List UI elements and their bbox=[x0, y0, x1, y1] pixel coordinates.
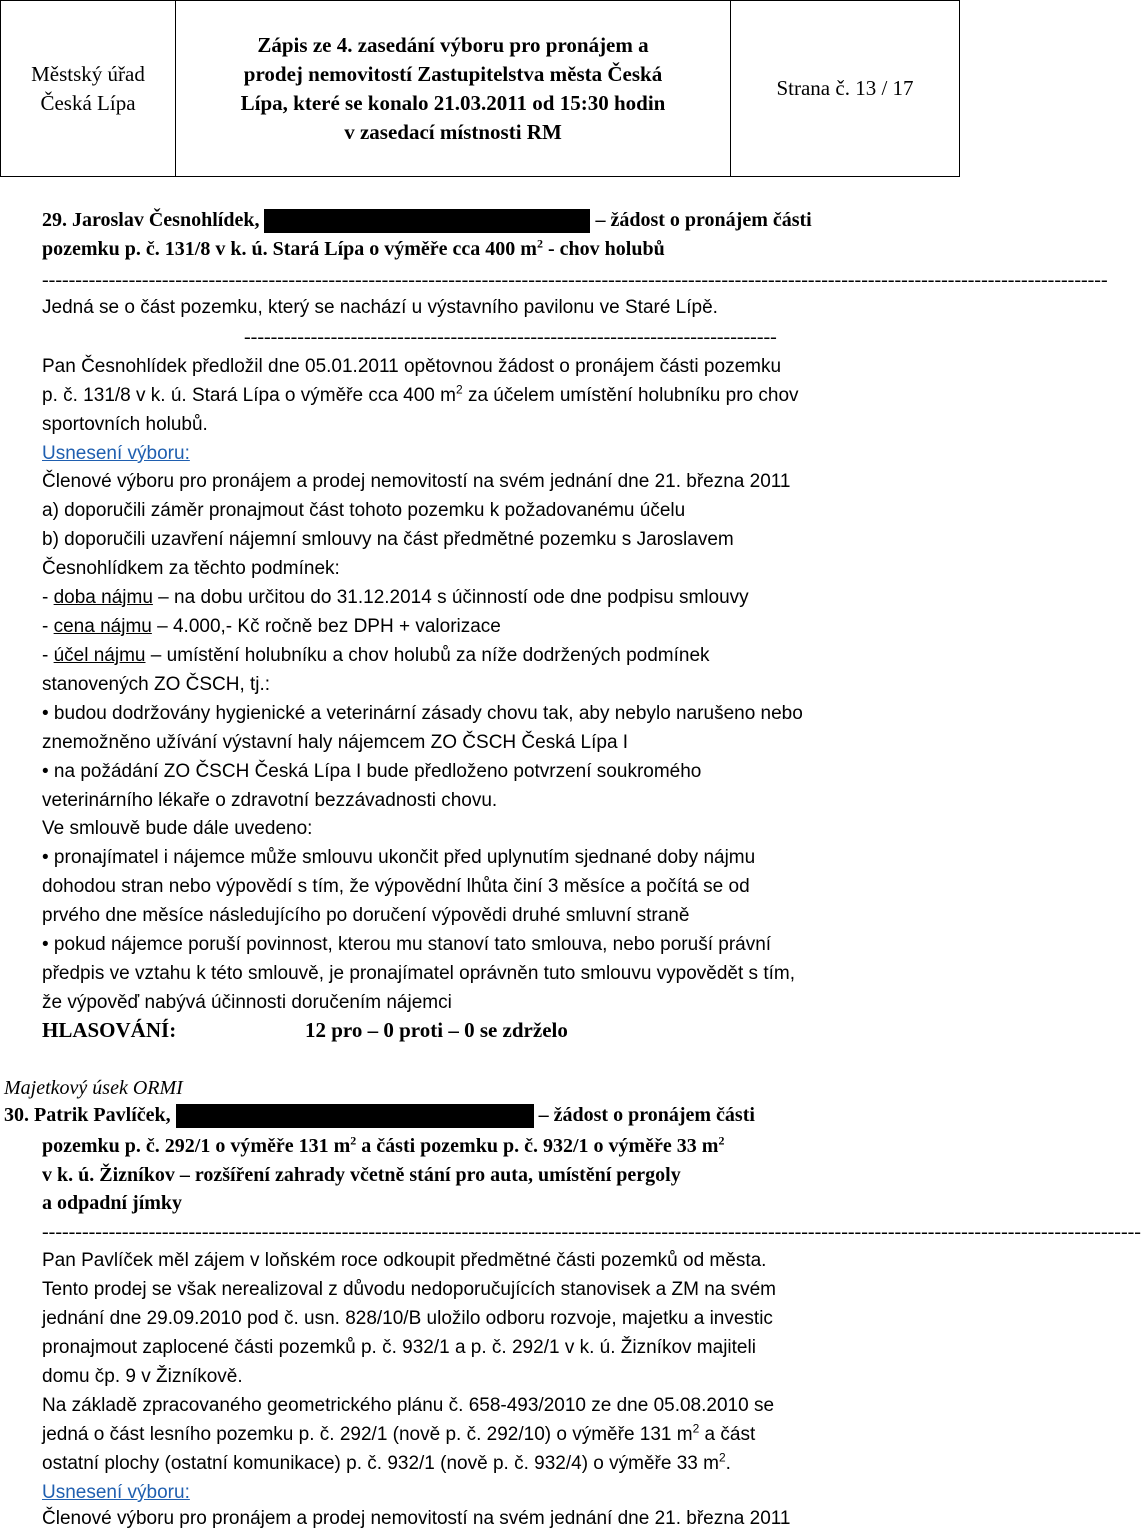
item29-applicant: 29. Jaroslav Česnohlídek, bbox=[42, 209, 260, 231]
paragraph-line: jednání dne 29.09.2010 pod č. usn. 828/10/B uložilo odboru rozvoje, majetku a investic bbox=[42, 1308, 773, 1329]
bullet-line: že výpověď nabývá účinnosti doručením nájemci bbox=[42, 992, 452, 1013]
paragraph-line: Tento prodej se však nerealizoval z důvodu nedoporučujících stanovisek a ZM na svém bbox=[42, 1279, 777, 1300]
dashed-separator: -------------------------------------------------------------------------------- bbox=[244, 326, 777, 348]
item29-subject: – žádost o pronájem části bbox=[595, 209, 812, 231]
redacted-block bbox=[176, 1104, 534, 1128]
superscript: 2 bbox=[455, 382, 463, 397]
bullet-line: znemožněno užívání výstavní haly nájemcem ZO ČSCH Česká Lípa I bbox=[42, 732, 629, 753]
text: za účelem umístění holubníku pro chov bbox=[462, 385, 799, 406]
bullet-line: prvého dne měsíce následujícího po doručení výpovědi druhé smluvní straně bbox=[42, 905, 690, 926]
text: a část bbox=[699, 1424, 756, 1445]
item30-subject: – žádost o pronájem části bbox=[538, 1104, 755, 1126]
paragraph-line bbox=[42, 383, 799, 409]
condition-label: účel nájmu bbox=[53, 645, 146, 666]
paragraph-line: Na základě zpracovaného geometrického plánu č. 658-493/2010 ze dne 05.08.2010 se bbox=[42, 1395, 775, 1416]
condition-text: – 4.000,- Kč ročně bez DPH + valorizace bbox=[151, 616, 501, 637]
item29-heading-line2 bbox=[42, 236, 665, 262]
item30-heading-line1 bbox=[4, 1102, 755, 1128]
document-header bbox=[0, 0, 960, 177]
page-number: Strana č. 13 / 17 bbox=[776, 76, 914, 100]
condition-line: - účel nájmu – umístění holubníku a chov holubů za níže dodržených podmínek bbox=[42, 645, 710, 666]
dashed-separator: ---------------------------------------------------------------------------------------------------------------------------------------------------------------- bbox=[42, 269, 1108, 291]
superscript: 2 bbox=[536, 236, 543, 251]
condition-label: doba nájmu bbox=[53, 587, 153, 608]
paragraph-line: domu čp. 9 v Žizníkově. bbox=[42, 1366, 243, 1387]
office-name-line2: Česká Lípa bbox=[40, 90, 136, 115]
contract-intro: Ve smlouvě bude dále uvedeno: bbox=[42, 818, 313, 839]
paragraph-line: Pan Česnohlídek předložil dne 05.01.2011 opětovnou žádost o pronájem části pozemku bbox=[42, 356, 782, 377]
condition-line: - doba nájmu – na dobu určitou do 31.12.2014 s účinností ode dne podpisu smlouvy bbox=[42, 587, 749, 608]
bullet-line: • na požádání ZO ČSCH Česká Lípa I bude předloženo potvrzení soukromého bbox=[42, 761, 702, 782]
superscript: 2 bbox=[350, 1133, 357, 1148]
paragraph-line: sportovních holubů. bbox=[42, 414, 208, 435]
text: jedná o část lesního pozemku p. č. 292/1 (nově p. č. 292/10) o výměře 131 m bbox=[42, 1424, 693, 1445]
text: . bbox=[725, 1453, 731, 1474]
paragraph-line: Pan Pavlíček měl zájem v loňském roce odkoupit předmětné části pozemků od města. bbox=[42, 1250, 767, 1271]
office-name-line1: Městský úřad bbox=[31, 61, 145, 86]
title-cell bbox=[176, 1, 731, 176]
heading-text: - chov holubů bbox=[542, 238, 665, 260]
vote-result: 12 pro – 0 proti – 0 se zdrželo bbox=[305, 1018, 568, 1042]
section-label: Majetkový úsek ORMI bbox=[4, 1077, 183, 1099]
title-line: Zápis ze 4. zasedání výboru pro pronájem a bbox=[257, 32, 649, 57]
office-cell bbox=[1, 1, 176, 176]
redacted-block bbox=[264, 209, 590, 233]
bullet-line: předpis ve vztahu k této smlouvě, je pronajímatel oprávněn tuto smlouvu vypovědět s tím, bbox=[42, 963, 795, 984]
text: p. č. 131/8 v k. ú. Stará Lípa o výměře cca 400 m bbox=[42, 385, 456, 406]
title-line: Lípa, které se konalo 21.03.2011 od 15:30 hodin bbox=[240, 90, 666, 115]
resolution-label: Usnesení výboru: bbox=[42, 1482, 190, 1503]
superscript: 2 bbox=[692, 1421, 700, 1436]
condition-line: - cena nájmu – 4.000,- Kč ročně bez DPH + valorizace bbox=[42, 616, 501, 637]
item30-heading-line2 bbox=[42, 1133, 724, 1159]
title-line: v zasedací místnosti RM bbox=[344, 119, 562, 144]
item29-heading-line1 bbox=[42, 207, 812, 233]
paragraph-line: pronajmout zaplocené části pozemků p. č. 932/1 a p. č. 292/1 v k. ú. Žizníkov majiteli bbox=[42, 1337, 756, 1358]
bullet-line: • pokud nájemce poruší povinnost, kterou mu stanoví tato smlouva, nebo poruší právní bbox=[42, 934, 772, 955]
bullet-line: veterinárního lékaře o zdravotní bezzávadnosti chovu. bbox=[42, 790, 498, 811]
item30-applicant: 30. Patrik Pavlíček, bbox=[4, 1104, 171, 1126]
resolution-line: Členové výboru pro pronájem a prodej nemovitostí na svém jednání dne 21. března 2011 bbox=[42, 471, 791, 492]
dashed-separator: --------------------------------------------------------------------------------------------------------------------------------------------------------------------- bbox=[42, 1221, 1141, 1243]
title-line: prodej nemovitostí Zastupitelstva města Česká bbox=[243, 61, 663, 86]
page-number-cell bbox=[731, 1, 959, 176]
resolution-line: Česnohlídkem za těchto podmínek: bbox=[42, 558, 340, 579]
resolution-line: Členové výboru pro pronájem a prodej nemovitostí na svém jednání dne 21. března 2011 bbox=[42, 1508, 791, 1529]
bullet-line: • pronajímatel i nájemce může smlouvu ukončit před uplynutím sjednané doby nájmu bbox=[42, 847, 756, 868]
resolution-label: Usnesení výboru: bbox=[42, 443, 190, 464]
item30-heading-line4: a odpadní jímky bbox=[42, 1192, 183, 1214]
resolution-line: a) doporučili záměr pronajmout část tohoto pozemku k požadovanému účelu bbox=[42, 500, 686, 521]
condition-text: – na dobu určitou do 31.12.2014 s účinností ode dne podpisu smlouvy bbox=[152, 587, 749, 608]
item29-description: Jedná se o část pozemku, který se nachází u výstavního pavilonu ve Staré Lípě. bbox=[42, 297, 718, 318]
heading-text: pozemku p. č. 292/1 o výměře 131 m bbox=[42, 1135, 351, 1157]
paragraph-line bbox=[42, 1422, 755, 1448]
paragraph-line bbox=[42, 1451, 731, 1477]
condition-line: stanovených ZO ČSCH, tj.: bbox=[42, 674, 271, 695]
bullet-line: • budou dodržovány hygienické a veterinární zásady chovu tak, aby nebylo narušeno nebo bbox=[42, 703, 803, 724]
superscript: 2 bbox=[718, 1133, 725, 1148]
condition-label: cena nájmu bbox=[53, 616, 152, 637]
bullet-line: dohodou stran nebo výpovědí s tím, že výpovědní lhůta činí 3 měsíce a počítá se od bbox=[42, 876, 750, 897]
heading-text: pozemku p. č. 131/8 v k. ú. Stará Lípa o výměře cca 400 m bbox=[42, 238, 537, 260]
resolution-line: b) doporučili uzavření nájemní smlouvy na část předmětné pozemku s Jaroslavem bbox=[42, 529, 734, 550]
item30-heading-line3: v k. ú. Žizníkov – rozšíření zahrady včetně stání pro auta, umístění pergoly bbox=[42, 1164, 681, 1186]
heading-text: a části pozemku p. č. 932/1 o výměře 33 m bbox=[356, 1135, 719, 1157]
condition-text: – umístění holubníku a chov holubů za níže dodržených podmínek bbox=[145, 645, 710, 666]
vote-label: HLASOVÁNÍ: bbox=[42, 1018, 177, 1042]
superscript: 2 bbox=[718, 1450, 726, 1465]
text: ostatní plochy (ostatní komunikace) p. č. 932/1 (nově p. č. 932/4) o výměře 33 m bbox=[42, 1453, 719, 1474]
